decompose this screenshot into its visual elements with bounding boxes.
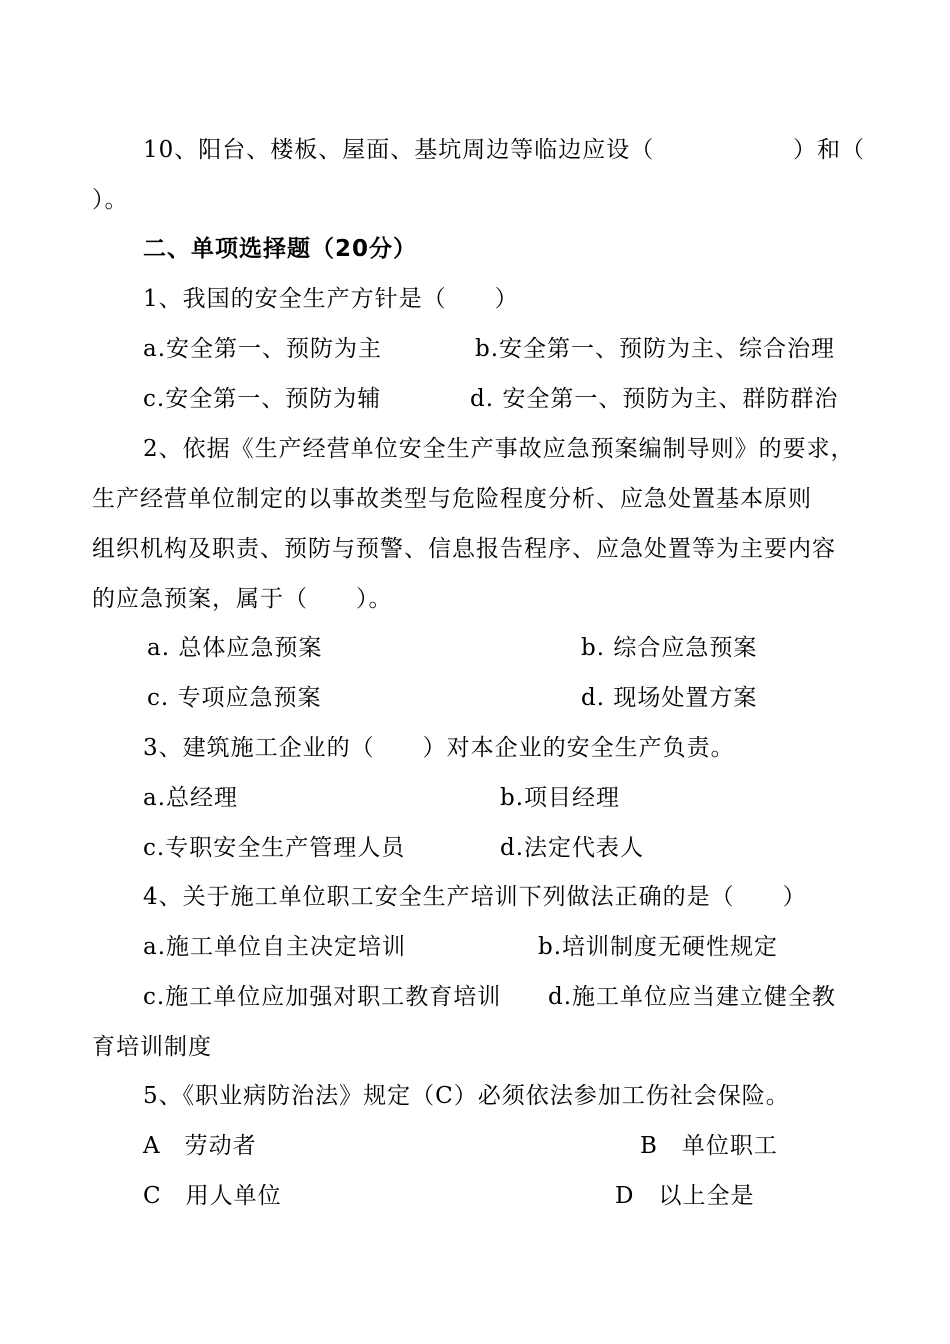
q3-stem: 3、建筑施工企业的（ ）对本企业的安全生产负责。 <box>143 735 735 761</box>
q2-stem-line2: 生产经营单位制定的以事故类型与危险程度分析、应急处置基本原则 <box>92 486 812 512</box>
q5-option-b: B 单位职工 <box>640 1133 778 1159</box>
q10-line1-end: ）和（ <box>793 137 865 163</box>
q1-stem: 1、我国的安全生产方针是（ ） <box>143 286 519 312</box>
q3-option-b: b.项目经理 <box>500 785 621 811</box>
q2-option-b: b. 综合应急预案 <box>581 635 758 661</box>
q4-option-a: a.施工单位自主决定培训 <box>143 934 407 960</box>
q4-option-d-wrap: 育培训制度 <box>92 1034 212 1060</box>
q4-option-b: b.培训制度无硬性规定 <box>538 934 779 960</box>
q2-option-c: c. 专项应急预案 <box>147 685 322 711</box>
q3-option-d: d.法定代表人 <box>500 835 645 861</box>
q1-option-c: c.安全第一、预防为辅 <box>143 386 382 412</box>
q1-option-a: a.安全第一、预防为主 <box>143 336 383 362</box>
q4-stem: 4、关于施工单位职工安全生产培训下列做法正确的是（ ） <box>143 884 807 910</box>
q2-option-d: d. 现场处置方案 <box>581 685 758 711</box>
q5-option-d: D 以上全是 <box>615 1183 755 1209</box>
q2-option-a: a. 总体应急预案 <box>147 635 323 661</box>
q1-option-b: b.安全第一、预防为主、综合治理 <box>475 336 836 362</box>
q4-option-c: c.施工单位应加强对职工教育培训 <box>143 984 502 1010</box>
q5-option-a: A 劳动者 <box>143 1133 257 1159</box>
q5-stem: 5、《职业病防治法》规定（C）必须依法参加工伤社会保险。 <box>143 1083 790 1109</box>
q3-option-a: a.总经理 <box>143 785 239 811</box>
q2-stem-line1: 2、依据《生产经营单位安全生产事故应急预案编制导则》的要求， <box>143 436 855 462</box>
q10-line2: ）。 <box>92 187 129 213</box>
q2-stem-line4: 的应急预案，属于（ ）。 <box>92 586 393 612</box>
q4-option-d: d.施工单位应当建立健全教 <box>548 984 837 1010</box>
q5-option-c: C 用人单位 <box>143 1183 282 1209</box>
q2-stem-line3: 组织机构及职责、预防与预警、信息报告程序、应急处置等为主要内容 <box>92 536 836 562</box>
q1-option-d: d. 安全第一、预防为主、群防群治 <box>470 386 839 412</box>
q3-option-c: c.专职安全生产管理人员 <box>143 835 406 861</box>
q10-line1-start: 10、阳台、楼板、屋面、基坑周边等临边应设（ <box>143 137 655 163</box>
section-title: 二、单项选择题（20分） <box>143 236 418 262</box>
